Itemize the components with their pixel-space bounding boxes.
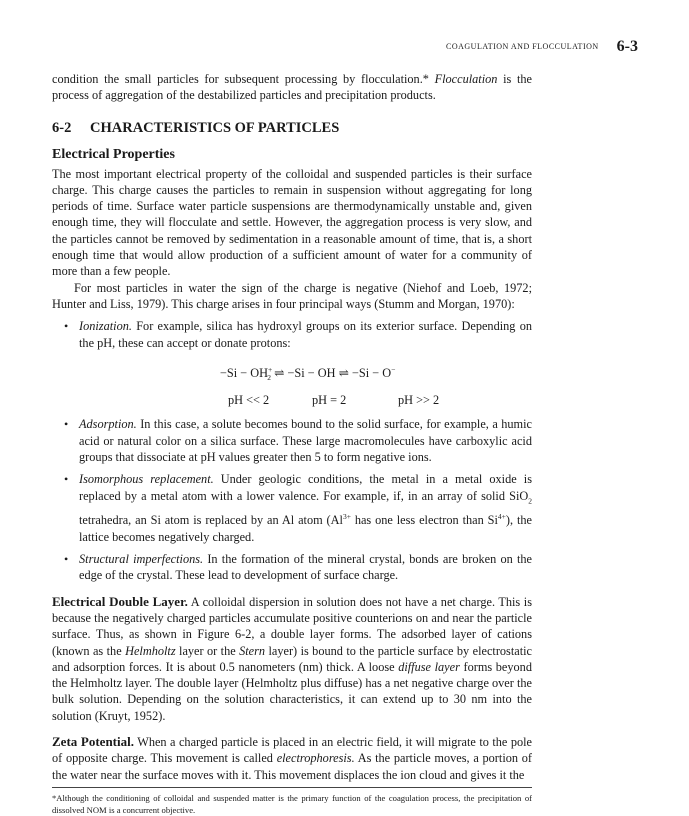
double-layer-heading: Electrical Double Layer. bbox=[52, 593, 188, 609]
electrical-properties-para2: For most particles in water the sign of the charge is negative (Niehof and Loeb, 1972; Hunter and Liss, 1979). This charge arises in four principal ways (Stumm and Morgan, 1970): bbox=[52, 280, 532, 311]
isomorphous-text-b: tetrahedra, an Si atom is replaced by an Al atom (Al bbox=[79, 513, 343, 528]
ionization-text: For example, silica has hydroxyl groups on its exterior surface. Depending on the pH, these can accept or donate protons: bbox=[79, 319, 532, 350]
list-item-structural bbox=[52, 551, 532, 584]
list-item-ionization bbox=[52, 318, 532, 351]
stern-term: Stern bbox=[239, 643, 266, 658]
running-head bbox=[52, 38, 638, 56]
zeta-potential-paragraph bbox=[52, 734, 532, 783]
isomorphous-text-a: Under geologic conditions, the metal in a metal oxide is replaced by a metal atom with a lower valence. For example, if, in an array of solid SiO bbox=[79, 472, 532, 503]
flocculation-term: Flocculation bbox=[434, 72, 498, 86]
double-layer-text-b: layer or the bbox=[175, 643, 240, 658]
section-number: 6-2 bbox=[52, 119, 72, 136]
ph-low: pH << 2 bbox=[228, 393, 270, 408]
running-head-title: COAGULATION AND FLOCCULATION bbox=[446, 42, 599, 51]
isomorphous-text-d: ), the lattice becomes negatively charged. bbox=[79, 513, 532, 544]
silica-equilibrium-formula: $-Si - OH^+_2$ ⇌ −Si − OH ⇌ −Si − O− bbox=[220, 364, 396, 383]
adsorption-term: Adsorption. bbox=[79, 417, 137, 432]
bullet-icon: • bbox=[64, 472, 69, 487]
structural-text: In the formation of the mineral crystal, bonds are broken on the edge of the crystal. These lead to development of surface charge. bbox=[79, 552, 532, 583]
ph-high: pH >> 2 bbox=[398, 393, 440, 408]
ph-labels bbox=[52, 393, 532, 408]
bullet-icon: • bbox=[64, 319, 69, 334]
ph-mid: pH = 2 bbox=[312, 393, 347, 408]
structural-term: Structural imperfections. bbox=[79, 552, 204, 567]
electrical-properties-para1: The most important electrical property of the colloidal and suspended particles is their surface charge. This charge causes the particles to remain in suspension without aggregating for long periods of time. Surface water particle suspensions are thermodynamically unstable and, given enough time, they will flocculate and settle. However, the aggregation process is very slow, and the particles cannot be removed by sedimentation in a reasonable amount of time, that is, a short enough time that would allow production of a sufficient amount of water for a community of more than a few people. bbox=[52, 166, 532, 279]
formula-part1: −Si − OH bbox=[220, 365, 269, 380]
section-title: CHARACTERISTICS OF PARTICLES bbox=[90, 119, 340, 136]
formula-part2: ⇌ −Si − OH ⇌ −Si − O bbox=[271, 365, 392, 380]
list-item-adsorption bbox=[52, 416, 532, 465]
intro-paragraph bbox=[52, 71, 532, 104]
charge-mechanisms-list-cont bbox=[52, 416, 532, 583]
diffuse-layer-term: diffuse layer bbox=[398, 659, 460, 674]
double-layer-text-c: layer) is bound to the particle surface by electrostatic and adsorption forces. It is about 0.5 nanometers (nm) thick. A loose bbox=[52, 643, 533, 674]
electrical-properties-heading: Electrical Properties bbox=[52, 146, 175, 162]
zeta-potential-heading: Zeta Potential. bbox=[52, 734, 134, 749]
intro-text-cont: is the process of aggregation of the destabilized particles and precipitation products. bbox=[52, 72, 532, 103]
adsorption-text: In this case, a solute becomes bound to the solid surface, for example, a humic acid or natural color on a silica surface. These large macromolecules have carboxylic acid groups that dissociate at pH values greater then 5 to form negative ions. bbox=[79, 417, 532, 464]
bullet-icon: • bbox=[64, 552, 69, 567]
isomorphous-term: Isomorphous replacement. bbox=[79, 472, 214, 487]
page-number: 6-3 bbox=[616, 38, 638, 55]
bullet-icon: • bbox=[64, 417, 69, 432]
double-layer-text-d: forms beyond the Helmholtz layer. The double layer (Helmholtz plus diffuse) has a net negative charge over the bulk solution. Depending on the solution characteristics, it can extend up to 30 nm into the solution (Kruyt, 1952). bbox=[52, 659, 532, 723]
ionization-term: Ionization. bbox=[79, 319, 132, 334]
footnote: *Although the conditioning of colloidal and suspended matter is the primary function of the coagulation process, the precipitation of dissolved NOM is a concurrent objective. bbox=[52, 792, 532, 815]
helmholtz-term: Helmholtz bbox=[125, 643, 176, 658]
body-text bbox=[52, 71, 532, 816]
charge-mechanisms-list bbox=[52, 318, 532, 351]
intro-text: condition the small particles for subsequent processing by flocculation.* bbox=[52, 72, 435, 86]
electrophoresis-term: electrophoresis. bbox=[276, 751, 355, 766]
footnote-divider bbox=[52, 787, 532, 788]
double-layer-paragraph bbox=[52, 594, 532, 724]
zeta-text-a: When a charged particle is placed in an electric field, it will migrate to the pole of opposite charge. This movement is called bbox=[52, 735, 532, 766]
zeta-text-b: As the particle moves, a portion of the water near the surface moves with it. This movement displaces the ion cloud and gives it the bbox=[52, 751, 532, 782]
double-layer-text-a: A colloidal dispersion in solution does not have a net charge. This is because the negatively charged particles accumulate positive counterions on and near the particle surface. Thus, as shown in Figure 6-2, a double layer forms. The adsorbed layer of cations (known as the bbox=[52, 594, 532, 658]
list-item-isomorphous: • Isomorphous replacement. Under geologic conditions, the metal in a metal oxide is replaced by a metal atom with a lower valence. For example, if, in an array of solid SiO$_2$ tetrahedra, an Si atom is replaced by an Al atom ($Al^{3+}$ has one less electron than $Si^{4+}$), the lattice becomes negatively charged. bbox=[64, 472, 532, 544]
section-heading bbox=[52, 120, 532, 137]
isomorphous-text-c: has one less electron than Si bbox=[350, 513, 498, 528]
